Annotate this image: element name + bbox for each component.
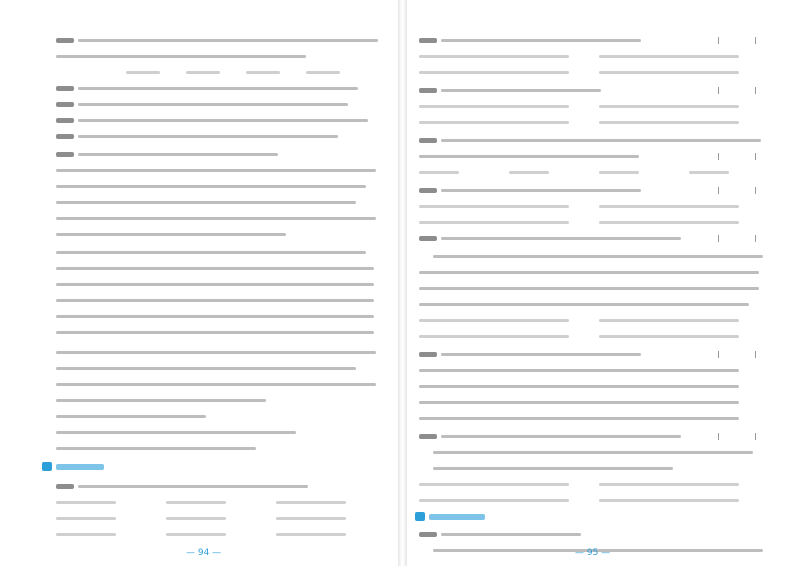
page-number: — 95 — xyxy=(575,548,611,558)
page-number: — 94 — xyxy=(186,548,222,558)
worksheet-page-right xyxy=(405,0,800,566)
